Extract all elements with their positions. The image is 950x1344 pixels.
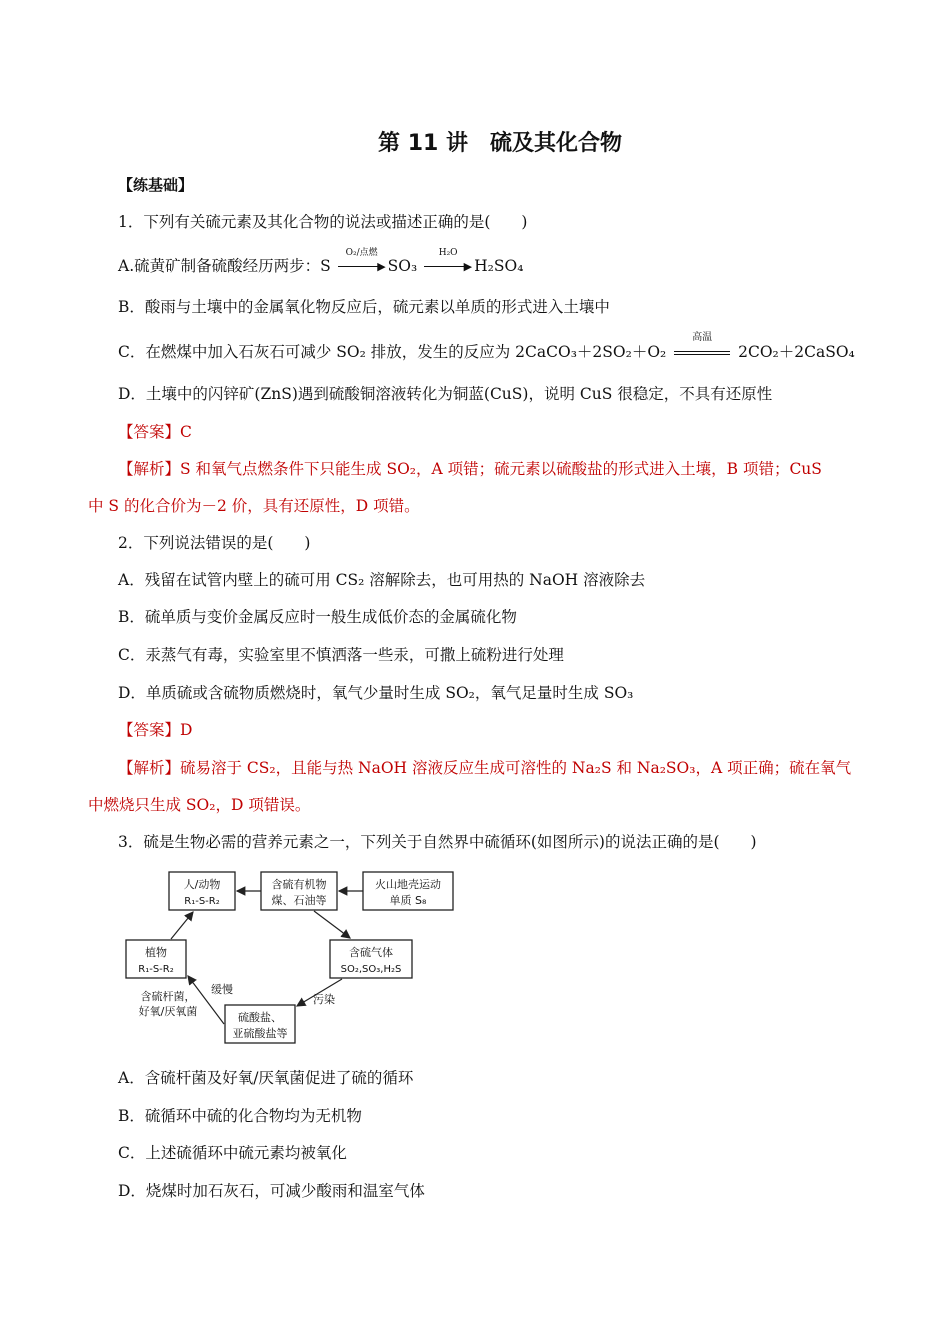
box-volcano-line2: 单质 S₈ xyxy=(389,894,427,907)
box-plant-line2: R₁-S-R₂ xyxy=(138,964,174,975)
q1-reaction-condition-label: 高温 xyxy=(692,332,713,343)
q3-stem: 3．硫是生物必需的营养元素之一，下列关于自然界中硫循环(如图所示)的说法正确的是( ) xyxy=(118,833,757,851)
q1-stem: 1．下列有关硫元素及其化合物的说法或描述正确的是( ) xyxy=(118,213,528,231)
label-pollution: 污染 xyxy=(313,993,335,1006)
label-bacteria-line2: 好氧/厌氧菌 xyxy=(138,1005,198,1018)
q1-arrow-1-label: O₂/点燃 xyxy=(345,248,378,258)
box-plant-line1: 植物 xyxy=(145,946,167,959)
box-human-line2: R₁-S-R₂ xyxy=(184,896,220,907)
q1-arrow-1: O₂/点燃 ▶ xyxy=(336,257,388,277)
q1-option-b: B．酸雨与土壤中的金属氧化物反应后，硫元素以单质的形式进入土壤中 xyxy=(118,298,610,316)
page-title: 第 11 讲 硫及其化合物 xyxy=(378,131,622,156)
q3-option-a: A．含硫杆菌及好氧/厌氧菌促进了硫的循环 xyxy=(118,1069,414,1087)
box-gas-line2: SO₂,SO₃,H₂S xyxy=(340,964,402,975)
q2-option-b: B．硫单质与变价金属反应时一般生成低价态的金属硫化物 xyxy=(118,608,517,626)
label-slow: 缓慢 xyxy=(211,983,233,996)
q3-option-d: D．烧煤时加石灰石，可减少酸雨和温室气体 xyxy=(118,1182,425,1200)
box-human-line1: 人/动物 xyxy=(183,878,221,891)
box-organic-line2: 煤、石油等 xyxy=(271,894,327,907)
q1-answer: 【答案】C xyxy=(118,423,192,441)
q3-option-b: B．硫循环中硫的化合物均为无机物 xyxy=(118,1107,362,1125)
box-volcano-line1: 火山地壳运动 xyxy=(375,878,441,891)
q1-option-c-text1: C．在燃煤中加入石灰石可减少 SO₂ 排放，发生的反应为 2CaCO₃＋2SO₂＋O₂ xyxy=(118,343,672,361)
q1-option-a-text2: SO₃ xyxy=(387,257,423,275)
q1-reaction-condition xyxy=(671,332,733,363)
q1-option-a xyxy=(118,248,524,277)
q2-analysis-line2: 中燃烧只生成 SO₂，D 项错误。 xyxy=(88,796,311,814)
q2-option-a: A．残留在试管内壁上的硫可用 CS₂ 溶解除去，也可用热的 NaOH 溶液除去 xyxy=(118,571,646,589)
q2-option-c: C．汞蒸气有毒，实验室里不慎洒落一些汞，可撒上硫粉进行处理 xyxy=(118,646,564,664)
q2-stem: 2．下列说法错误的是( ) xyxy=(118,534,311,552)
q1-option-a-text1: A.硫黄矿制备硫酸经历两步：S xyxy=(118,257,336,275)
box-organic-line1: 含硫有机物 xyxy=(271,878,327,891)
arrow-plant-to-human xyxy=(171,912,193,939)
sulfur-cycle-diagram xyxy=(118,864,458,1044)
q3-option-c: C．上述硫循环中硫元素均被氧化 xyxy=(118,1144,347,1162)
q1-arrow-2-label: H₂O xyxy=(438,248,458,258)
q1-arrow-2: H₂O ▶ xyxy=(422,257,474,277)
q1-option-d: D．土壤中的闪锌矿(ZnS)遇到硫酸铜溶液转化为铜蓝(CuS)，说明 CuS 很稳定，不具有还原性 xyxy=(118,385,773,403)
q1-option-c-text2: 2CO₂＋2CaSO₄ xyxy=(733,343,855,361)
box-salt-line1: 硫酸盐、 xyxy=(238,1011,282,1024)
section-heading: 【练基础】 xyxy=(118,176,194,194)
q1-option-c xyxy=(118,332,855,363)
q2-option-d: D．单质硫或含硫物质燃烧时，氧气少量时生成 SO₂，氧气足量时生成 SO₃ xyxy=(118,684,634,702)
box-gas-line1: 含硫气体 xyxy=(349,946,393,959)
q1-analysis-line2: 中 S 的化合价为－2 价，具有还原性，D 项错。 xyxy=(88,497,420,515)
q1-option-a-text3: H₂SO₄ xyxy=(474,257,524,275)
q1-analysis-line1: 【解析】S 和氧气点燃条件下只能生成 SO₂，A 项错；硫元素以硫酸盐的形式进入土壤，B 项错；CuS xyxy=(118,460,822,478)
q2-analysis-line1: 【解析】硫易溶于 CS₂，且能与热 NaOH 溶液反应生成可溶性的 Na₂S 和 Na₂SO₃，A 项正确；硫在氧气 xyxy=(118,759,852,777)
box-salt-line2: 亚硫酸盐等 xyxy=(232,1027,288,1040)
arrow-organic-to-gas xyxy=(314,911,350,938)
q2-answer: 【答案】D xyxy=(118,721,193,739)
label-bacteria-line1: 含硫杆菌， xyxy=(140,990,196,1003)
